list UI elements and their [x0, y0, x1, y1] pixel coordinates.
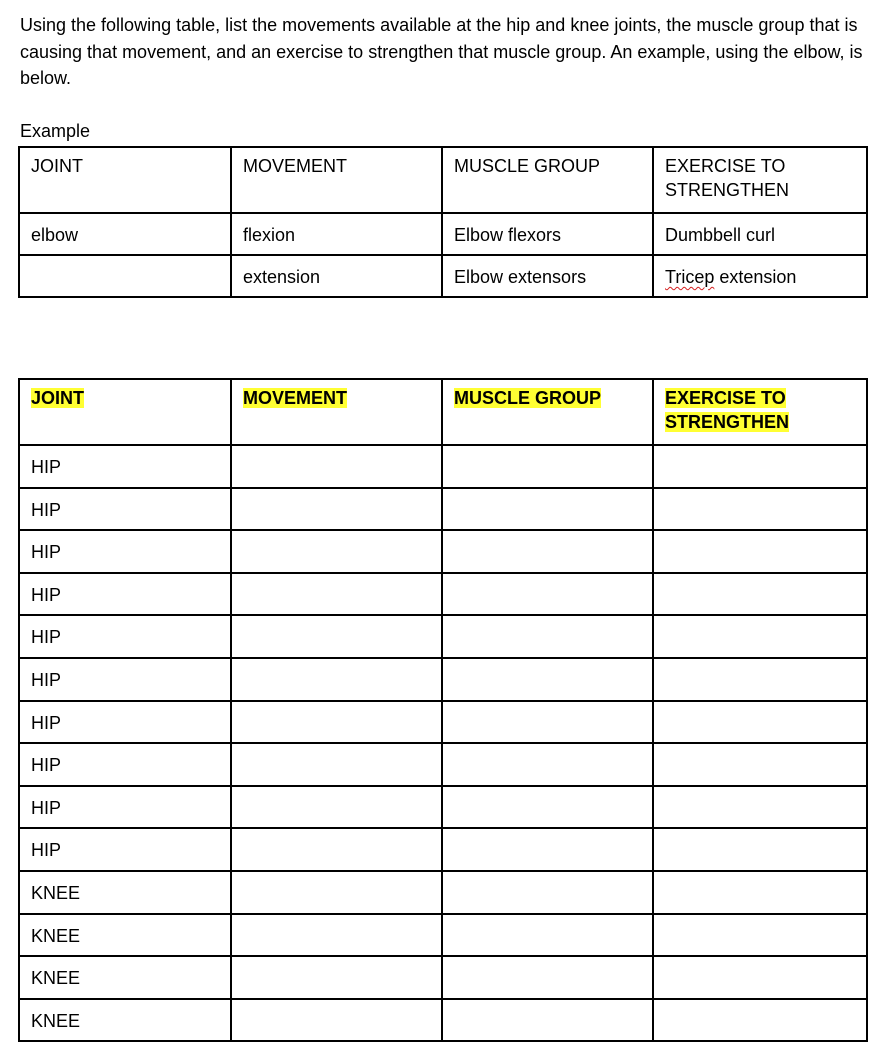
worksheet-cell-joint[interactable]: HIP [19, 573, 231, 616]
highlighted-header-text: MUSCLE GROUP [454, 388, 602, 408]
worksheet-row [19, 914, 867, 957]
worksheet-cell-exercise[interactable] [653, 658, 867, 701]
worksheet-cell-exercise[interactable] [653, 786, 867, 829]
worksheet-cell-muscle-group[interactable] [442, 445, 653, 488]
worksheet-row [19, 530, 867, 573]
worksheet-cell-joint[interactable]: HIP [19, 701, 231, 744]
example-cell-muscle-group[interactable]: Elbow extensors [442, 255, 653, 297]
worksheet-cell-movement[interactable] [231, 658, 442, 701]
worksheet-cell-exercise[interactable] [653, 828, 867, 871]
example-cell-joint[interactable] [19, 255, 231, 297]
worksheet-row [19, 999, 867, 1042]
worksheet-cell-muscle-group[interactable] [442, 658, 653, 701]
worksheet-cell-joint[interactable]: HIP [19, 488, 231, 531]
example-cell-joint[interactable]: elbow [19, 213, 231, 255]
worksheet-header-joint [19, 379, 231, 445]
worksheet-cell-movement[interactable] [231, 701, 442, 744]
worksheet-cell-movement[interactable] [231, 615, 442, 658]
worksheet-cell-muscle-group[interactable] [442, 615, 653, 658]
worksheet-cell-muscle-group[interactable] [442, 914, 653, 957]
example-header-exercise: EXERCISE TO STRENGTHEN [653, 147, 867, 213]
worksheet-cell-joint[interactable]: HIP [19, 530, 231, 573]
worksheet-cell-joint[interactable]: KNEE [19, 956, 231, 999]
worksheet-cell-joint[interactable]: KNEE [19, 999, 231, 1042]
worksheet-body [19, 445, 867, 1041]
worksheet-cell-joint[interactable]: HIP [19, 743, 231, 786]
worksheet-cell-movement[interactable] [231, 445, 442, 488]
highlighted-header-text: EXERCISE TO STRENGTHEN [665, 388, 790, 432]
exercise-text-rest: extension [714, 267, 797, 287]
worksheet-cell-movement[interactable] [231, 828, 442, 871]
worksheet-cell-muscle-group[interactable] [442, 786, 653, 829]
example-row [19, 255, 867, 297]
example-cell-exercise[interactable] [653, 255, 867, 297]
worksheet-cell-exercise[interactable] [653, 999, 867, 1042]
example-header-row [19, 147, 867, 213]
worksheet-cell-movement[interactable] [231, 914, 442, 957]
worksheet-row [19, 956, 867, 999]
spellcheck-flagged-word[interactable]: Tricep [665, 267, 715, 287]
worksheet-cell-joint[interactable]: HIP [19, 615, 231, 658]
worksheet-cell-muscle-group[interactable] [442, 573, 653, 616]
worksheet-cell-movement[interactable] [231, 999, 442, 1042]
worksheet-row [19, 786, 867, 829]
worksheet-cell-exercise[interactable] [653, 615, 867, 658]
worksheet-header-exercise [653, 379, 867, 445]
worksheet-cell-muscle-group[interactable] [442, 956, 653, 999]
worksheet-row [19, 701, 867, 744]
worksheet-row [19, 573, 867, 616]
worksheet-row [19, 828, 867, 871]
worksheet-cell-exercise[interactable] [653, 956, 867, 999]
highlighted-header-text: JOINT [31, 388, 85, 408]
worksheet-cell-movement[interactable] [231, 743, 442, 786]
worksheet-cell-joint[interactable]: HIP [19, 828, 231, 871]
example-header-joint: JOINT [19, 147, 231, 213]
worksheet-cell-joint[interactable]: KNEE [19, 914, 231, 957]
worksheet-header-row [19, 379, 867, 445]
worksheet-cell-exercise[interactable] [653, 914, 867, 957]
worksheet-cell-exercise[interactable] [653, 488, 867, 531]
example-cell-exercise[interactable]: Dumbbell curl [653, 213, 867, 255]
worksheet-cell-movement[interactable] [231, 573, 442, 616]
worksheet-cell-joint[interactable]: HIP [19, 445, 231, 488]
worksheet-header-movement [231, 379, 442, 445]
worksheet-cell-muscle-group[interactable] [442, 828, 653, 871]
example-table [18, 146, 868, 298]
worksheet-cell-muscle-group[interactable] [442, 871, 653, 914]
worksheet-cell-movement[interactable] [231, 871, 442, 914]
worksheet-cell-muscle-group[interactable] [442, 743, 653, 786]
example-header-movement: MOVEMENT [231, 147, 442, 213]
example-caption: Example [20, 121, 91, 141]
worksheet-cell-movement[interactable] [231, 488, 442, 531]
worksheet-row [19, 488, 867, 531]
worksheet-cell-muscle-group[interactable] [442, 488, 653, 531]
worksheet-row [19, 743, 867, 786]
worksheet-cell-exercise[interactable] [653, 701, 867, 744]
worksheet-cell-movement[interactable] [231, 956, 442, 999]
worksheet-row [19, 658, 867, 701]
example-header-muscle-group: MUSCLE GROUP [442, 147, 653, 213]
example-cell-movement[interactable]: flexion [231, 213, 442, 255]
worksheet-cell-exercise[interactable] [653, 871, 867, 914]
worksheet-cell-exercise[interactable] [653, 573, 867, 616]
example-cell-muscle-group[interactable]: Elbow flexors [442, 213, 653, 255]
worksheet-header-muscle-group [442, 379, 653, 445]
worksheet-cell-movement[interactable] [231, 786, 442, 829]
worksheet-cell-exercise[interactable] [653, 445, 867, 488]
worksheet-table [18, 378, 868, 1042]
worksheet-cell-muscle-group[interactable] [442, 530, 653, 573]
worksheet-row [19, 871, 867, 914]
instructions-paragraph: Using the following table, list the movements available at the hip and knee joints, the muscle group that is causing that movement, and an exercise to strengthen that muscle group. An example, using the elbow, is below. [20, 15, 863, 88]
worksheet-cell-muscle-group[interactable] [442, 999, 653, 1042]
worksheet-cell-exercise[interactable] [653, 743, 867, 786]
example-row [19, 213, 867, 255]
worksheet-cell-joint[interactable]: HIP [19, 786, 231, 829]
worksheet-row [19, 445, 867, 488]
worksheet-cell-muscle-group[interactable] [442, 701, 653, 744]
worksheet-cell-movement[interactable] [231, 530, 442, 573]
worksheet-cell-joint[interactable]: HIP [19, 658, 231, 701]
highlighted-header-text: MOVEMENT [243, 388, 348, 408]
example-cell-movement[interactable]: extension [231, 255, 442, 297]
worksheet-cell-joint[interactable]: KNEE [19, 871, 231, 914]
worksheet-row [19, 615, 867, 658]
worksheet-cell-exercise[interactable] [653, 530, 867, 573]
